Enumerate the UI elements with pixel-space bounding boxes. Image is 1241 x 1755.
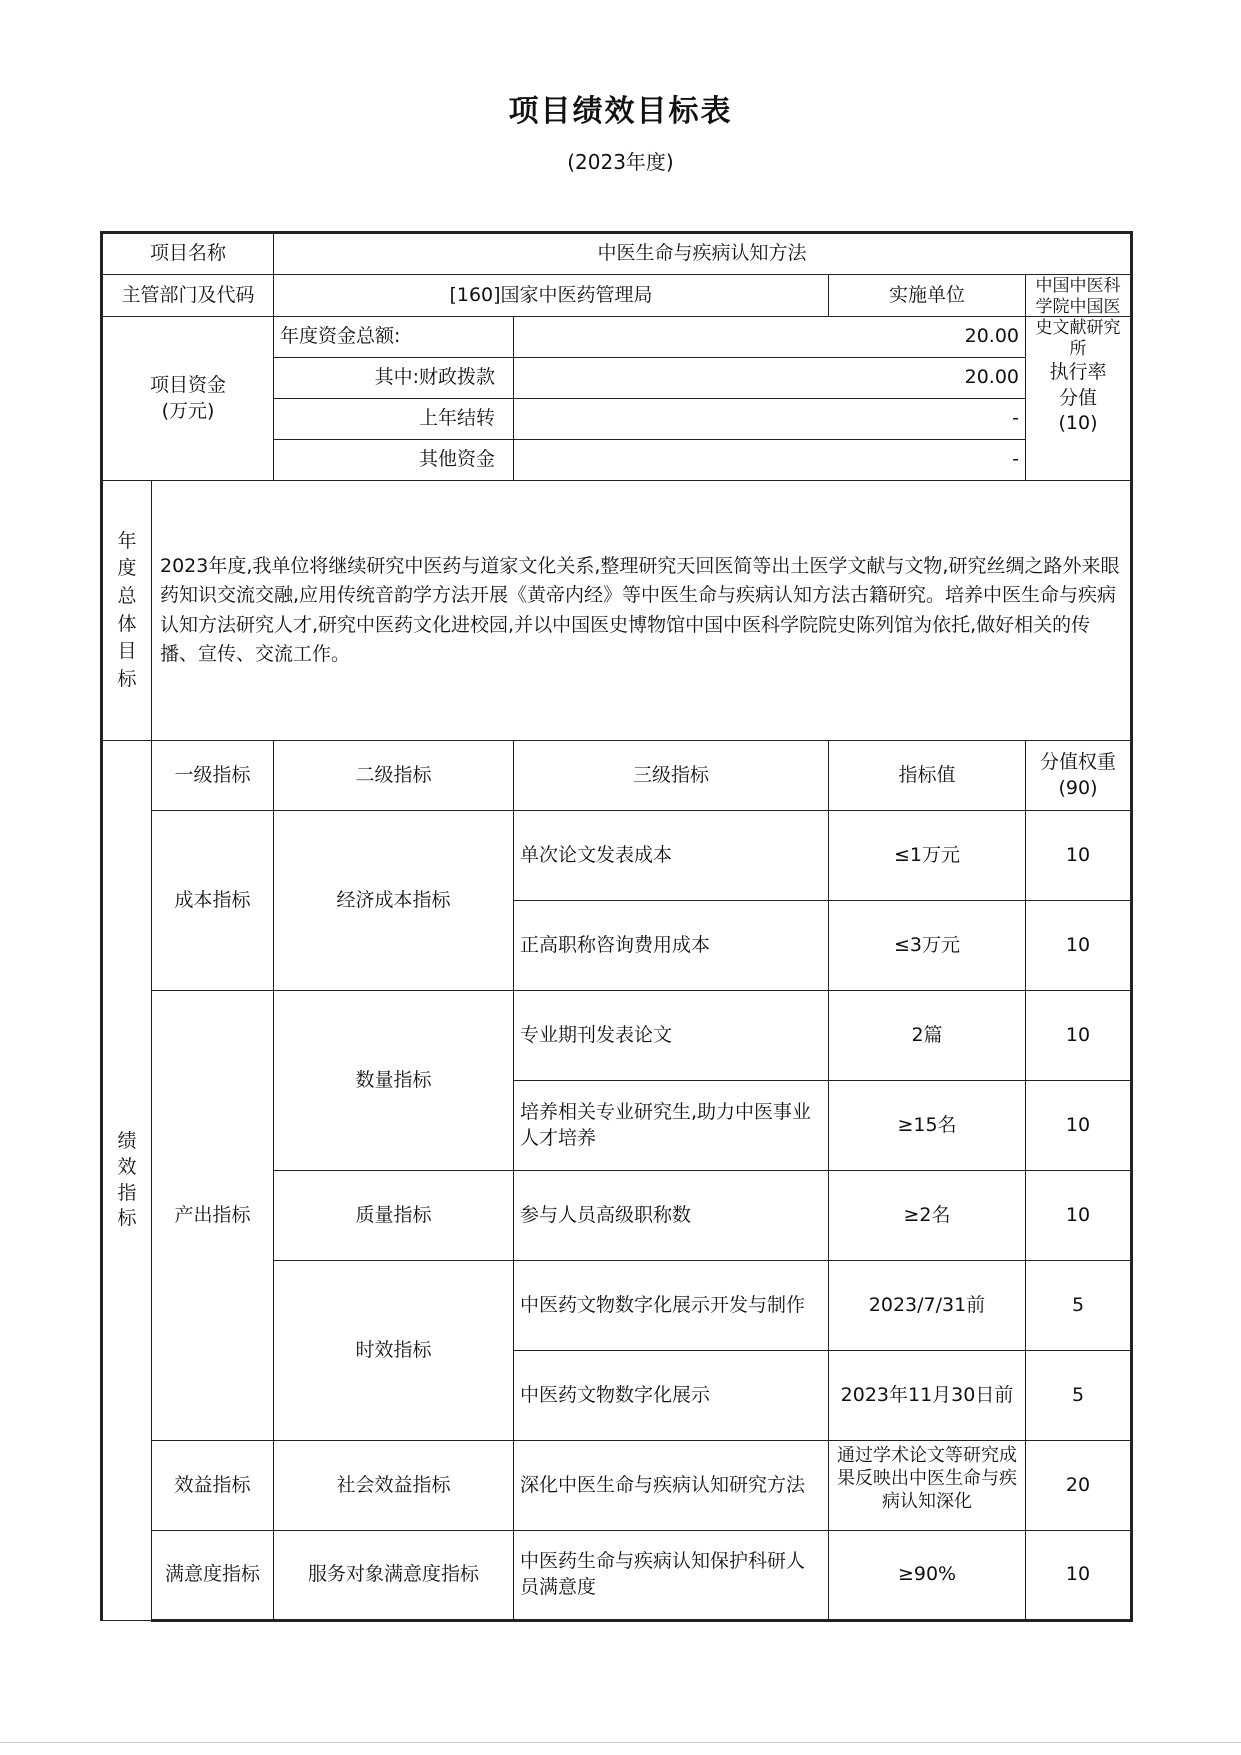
- funds-other-value: -: [514, 440, 1026, 481]
- annual-goal-label-char: 总: [117, 584, 137, 607]
- indicator-weight: 10: [1026, 811, 1132, 901]
- indicator-weight: 10: [1026, 1171, 1132, 1261]
- page-bottom-rule: [0, 1742, 1241, 1743]
- performance-indicator-line1: 绩效: [117, 1130, 137, 1178]
- project-name-value: 中医生命与疾病认知方法: [274, 233, 1132, 275]
- annual-goal-text: 2023年度,我单位将继续研究中医药与道家文化关系,整理研究天回医简等出土医学文献与文物,研究丝绸之路外来眼药知识交流交融,应用传统音韵学方法开展《黄帝内经》等中医生命与疾病认知方法古籍研究。培养中医生命与疾病认知方法研究人才,研究中医药文化进校园,并以中国医史博物馆中国中医科学院院史陈列馆为依托,做好相关的传播、宣传、交流工作。: [152, 481, 1132, 741]
- annual-goal-label: [102, 481, 152, 741]
- indicator-weight: 10: [1026, 1081, 1132, 1171]
- implementing-unit-value: [1026, 275, 1132, 360]
- indicator-value: ≥2名: [829, 1171, 1026, 1261]
- subgroup-social-benefit: 社会效益指标: [274, 1441, 514, 1531]
- indicator-name: 培养相关专业研究生,助力中医事业人才培养: [514, 1081, 829, 1171]
- indicator-name: 参与人员高级职称数: [514, 1171, 829, 1261]
- header-level2: 二级指标: [274, 741, 514, 811]
- department-row: [102, 275, 1132, 317]
- group-satisfaction: 满意度指标: [152, 1531, 274, 1621]
- annual-goal-label-char: 体: [117, 612, 137, 635]
- indicator-value: ≥90%: [829, 1531, 1026, 1621]
- table-row: [102, 1531, 1132, 1621]
- subgroup-timeliness: 时效指标: [274, 1261, 514, 1441]
- department-label: 主管部门及代码: [102, 275, 274, 317]
- header-weight-line2: (90): [1058, 776, 1098, 799]
- page-title: 项目绩效目标表: [508, 94, 733, 129]
- indicator-value: 2023年11月30日前: [829, 1351, 1026, 1441]
- header-weight-line1: 分值权重: [1040, 750, 1117, 773]
- subgroup-quantity: 数量指标: [274, 991, 514, 1171]
- funds-total-value: 20.00: [514, 317, 1026, 358]
- funds-carryover-label: 上年结转: [274, 399, 514, 440]
- performance-indicator-line2: 指标: [117, 1181, 137, 1230]
- performance-target-table: [100, 231, 1133, 1622]
- indicator-name: 专业期刊发表论文: [514, 991, 829, 1081]
- header-level3: 三级指标: [514, 741, 829, 811]
- group-benefit: 效益指标: [152, 1441, 274, 1531]
- indicator-value-cell: [829, 1441, 1026, 1531]
- funds-total-label: 年度资金总额:: [274, 317, 514, 358]
- indicator-value: 2篇: [829, 991, 1026, 1081]
- execution-rate-line2: 分值: [1059, 386, 1098, 409]
- indicator-weight: 5: [1026, 1261, 1132, 1351]
- indicator-value: ≤1万元: [829, 811, 1026, 901]
- indicator-weight: 10: [1026, 1531, 1132, 1621]
- indicator-name: 中医药文物数字化展示: [514, 1351, 829, 1441]
- annual-goal-label-char: 标: [117, 667, 137, 690]
- project-name-label: 项目名称: [102, 233, 274, 275]
- indicator-value: 通过学术论文等研究成果反映出中医生命与疾病认知深化: [837, 1444, 1018, 1513]
- indicator-name: 单次论文发表成本: [514, 811, 829, 901]
- subgroup-economic-cost: 经济成本指标: [274, 811, 514, 991]
- funds-fiscal-label: 其中:财政拨款: [274, 358, 514, 399]
- execution-rate-line1: 执行率: [1049, 361, 1107, 384]
- indicator-header-row: [102, 741, 1132, 811]
- project-name-row: [102, 233, 1132, 275]
- annual-goal-label-char: 年: [117, 529, 137, 552]
- header-indicator-value: 指标值: [829, 741, 1026, 811]
- funds-label-line2: (万元): [161, 399, 215, 422]
- funds-other-label: 其他资金: [274, 440, 514, 481]
- funds-total-row: [102, 317, 1132, 358]
- indicator-value: ≤3万元: [829, 901, 1026, 991]
- indicator-weight: 20: [1026, 1441, 1132, 1531]
- indicator-name: 深化中医生命与疾病认知研究方法: [514, 1441, 829, 1531]
- table-row: [102, 811, 1132, 901]
- indicator-value: ≥15名: [829, 1081, 1026, 1171]
- funds-fiscal-value: 20.00: [514, 358, 1026, 399]
- funds-label-line1: 项目资金: [150, 373, 227, 396]
- annual-goal-row: [102, 481, 1132, 741]
- performance-indicator-label: [102, 741, 152, 1621]
- indicator-weight: 10: [1026, 991, 1132, 1081]
- department-value: [160]国家中医药管理局: [274, 275, 829, 317]
- subgroup-quality: 质量指标: [274, 1171, 514, 1261]
- header-level1: 一级指标: [152, 741, 274, 811]
- implementing-unit-label: 实施单位: [829, 275, 1026, 317]
- implementing-unit-text: 中国中医科学院中国医史文献研究所: [1035, 275, 1121, 360]
- page-subtitle: (2023年度): [567, 150, 674, 174]
- group-cost: 成本指标: [152, 811, 274, 991]
- annual-goal-label-char: 度: [117, 557, 137, 580]
- funds-label: [102, 317, 274, 481]
- indicator-name: 中医药生命与疾病认知保护科研人员满意度: [514, 1531, 829, 1621]
- indicator-value: 2023/7/31前: [829, 1261, 1026, 1351]
- funds-carryover-value: -: [514, 399, 1026, 440]
- header-weight: [1026, 741, 1132, 811]
- execution-rate-line3: (10): [1058, 412, 1098, 435]
- group-output: 产出指标: [152, 991, 274, 1441]
- table-row: [102, 1441, 1132, 1531]
- indicator-name: 中医药文物数字化展示开发与制作: [514, 1261, 829, 1351]
- indicator-weight: 5: [1026, 1351, 1132, 1441]
- table-row: [102, 991, 1132, 1081]
- indicator-weight: 10: [1026, 901, 1132, 991]
- indicator-name: 正高职称咨询费用成本: [514, 901, 829, 991]
- subgroup-service-satisfaction: 服务对象满意度指标: [274, 1531, 514, 1621]
- annual-goal-label-char: 目: [117, 640, 137, 663]
